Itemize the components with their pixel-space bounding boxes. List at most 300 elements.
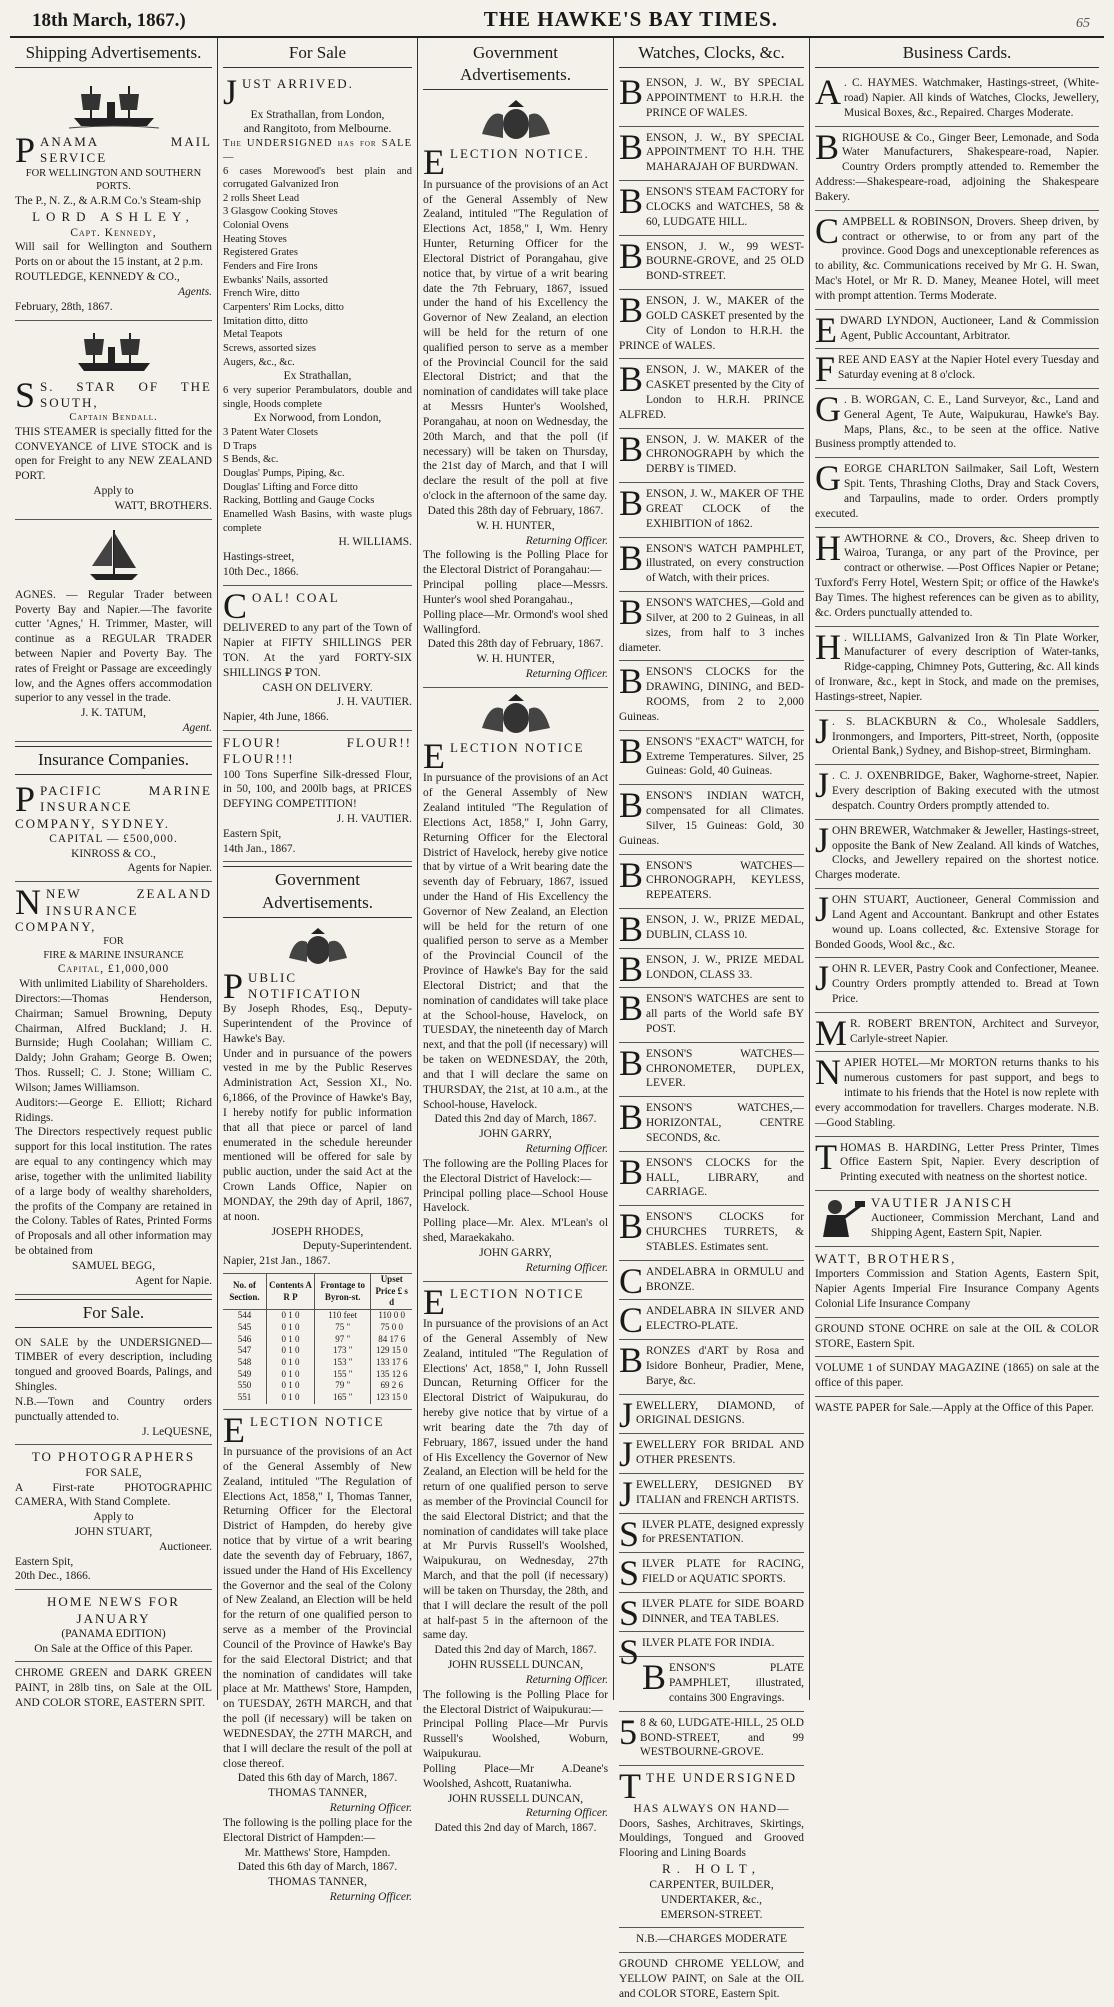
goods-item: 3 Patent Water Closets	[223, 427, 318, 439]
drop-capital: S	[619, 1592, 640, 1633]
table-row	[223, 1334, 412, 1346]
table-cell: 0 1 0	[267, 1380, 315, 1392]
ad-star-of-south: S S. STAR OF THE SOUTH, Captain Bendall. THIS STEAMER is specially fitted for the CONVEYANCE of LIVE STOCK and is open for Freight to any NEW ZEALAND PORT. Apply to WATT, BROTHERS.	[15, 321, 212, 520]
table-cell: 0 1 0	[267, 1392, 315, 1404]
table-row	[223, 1357, 412, 1369]
table-cell: 549	[237, 1368, 252, 1379]
table-cell: 165 "	[314, 1392, 370, 1404]
ad-body: Under and in pursuance of the powers vested in me by the Public Reserves Administration Act, Session XI., No. 6,1866, of the Province of Hawke's Bay, I hereby notify for public information that all that piece or parcel of land enumerated in the schedule hereunder mentioned will be offered for sale by public auction, under the said Act at the Crown Lands Office, Napier on MONDAY, the 29th day of April, 1867, at noon.	[223, 1047, 412, 1223]
ad-liability: With unlimited Liability of Shareholders.	[19, 978, 208, 991]
auctioneer-woodcut-icon	[815, 1197, 867, 1237]
business-card	[815, 1052, 1099, 1136]
drop-capital: B	[619, 537, 644, 578]
ad-charges-note: N.B.—CHARGES MODERATE	[619, 1928, 804, 1953]
drop-capital: G	[815, 458, 841, 499]
table-cell: 153 "	[314, 1357, 370, 1369]
watch-ad-text: ILVER PLATE, designed expressly for PRESENTATION.	[642, 1518, 804, 1546]
drop-capital: S	[619, 1513, 640, 1554]
drop-capital: B	[619, 592, 644, 633]
watch-ad-text: ENSON'S STEAM FACTORY for CLOCKS and WATCHES, 58 & 60, LUDGATE HILL.	[646, 186, 804, 228]
ad-body: In pursuance of the provisions of an Act of the General Assembly of New Zealand intituled "The Regulation of Elections Act, 1858," I, John Garry, Returning Officer for the Electoral District of Havelock, hereby give notice that by virtue of a Writ bearing date the seventh day of February, 1867, issued under the Hand of His Excellency the Governor of New Zealand, an Election will be held for the return of one qualified person to serve as a Member of the Provincial Council of the Province of Hawke's Bay for the said Electoral District; and that the nomination of candidates will take place at the School-house, Havelock, on TUESDAY, the nineteenth day of March next, and that the poll (if necessary) will be taken on WEDNESDAY, the 20th, and that I will declare the same on THURSDAY, the 21st, at 10 a.m., at the School-house, Havelock.	[423, 772, 608, 1111]
business-card-text: HOMAS B. HARDING, Letter Press Printer, Times Office Eastern Spit, Napier. Every description of Printing executed with neatness on the shortest notice.	[840, 1141, 1099, 1184]
watch-ad-text: ENSON, J. W., PRIZE MEDAL, DUBLIN, CLASS 10.	[646, 914, 804, 941]
table-row	[223, 1369, 412, 1381]
watch-ad	[619, 1474, 804, 1514]
table-row	[223, 1345, 412, 1357]
ad-date: Napier, 21st Jan., 1867.	[223, 1255, 331, 1268]
ad-street: EMERSON-STREET.	[660, 1908, 763, 1921]
polling-place: Principal Polling Place—Mr Purvis Russell's Woolshed, Woburn, Waipukurau.	[423, 1718, 608, 1761]
goods-item: Imitation ditto, ditto	[223, 315, 308, 327]
table-row	[223, 1310, 412, 1322]
drop-capital: E	[815, 309, 837, 350]
ship-name: LORD ASHLEY,	[32, 208, 195, 224]
business-card	[815, 310, 1099, 350]
ad-chrome-green	[15, 1662, 212, 1715]
watch-ad-text: ENSON'S WATCHES—CHRONOGRAPH, KEYLESS, REPEATERS.	[646, 859, 804, 902]
steamship-icon	[74, 329, 154, 377]
newspaper-title: THE HAWKE'S BAY TIMES.	[483, 7, 779, 31]
polling-place: Principal polling place—School House Havelock.	[423, 1187, 608, 1215]
ad-body: CHROME GREEN and DARK GREEN PAINT, in 28lb tins, on Sale at the OIL AND COLOR STORE, EASTERN SPIT.	[15, 1667, 212, 1710]
section-heading-for-sale: For Sale.	[15, 1299, 212, 1328]
ad-title: OAL! COAL	[252, 589, 340, 605]
drop-capital: B	[619, 909, 644, 950]
ad-pacific-marine: PPACIFIC MARINE INSURANCE COMPANY, SYDNEY. CAPITAL — £500,000. KINROSS & CO., Agents for Napier.	[15, 779, 212, 882]
sailing-cutter-icon	[84, 528, 144, 586]
drop-capital: J	[815, 765, 830, 806]
drop-capital: J	[619, 1473, 634, 1514]
ad-body: The Directors respectively request public support for this local institution. The rates are equal to any contingency which may arise, together with the unlimited liability of a large body of wealthy shareholders, the profits of the Company are retained in the Colony. Tables of Rates, Printed Forms of Proposals and all other information may be obtained from	[15, 1126, 212, 1258]
business-card	[815, 1137, 1099, 1191]
royal-crest-icon	[283, 928, 353, 968]
watch-ad	[619, 538, 804, 592]
business-card-text: . B. WORGAN, C. E., Land Surveyor, &c., Land and General Agent, Te Aute, Waipukurau, Hawke's Bay. Maps, Plans, &c., to be seen at the office. Native Business promptly attended to.	[815, 394, 1099, 451]
watch-ad	[619, 1097, 804, 1151]
ad-body: Will sail for Wellington and Southern Ports on or about the 15 instant, at 2 p.m.	[15, 241, 212, 269]
watch-ad-text: EWELLERY FOR BRIDAL AND OTHER PRESENTS.	[636, 1439, 804, 1467]
ad-role: Returning Officer.	[525, 534, 608, 547]
goods-item: Douglas' Pumps, Piping, &c.	[223, 468, 345, 480]
ad-timber	[15, 1332, 212, 1446]
drop-capital: T	[815, 1136, 837, 1177]
ad-role: Returning Officer.	[329, 1802, 412, 1815]
ad-date: Dated this 2nd day of March, 1867.	[434, 1113, 597, 1126]
business-card	[815, 349, 1099, 389]
ad-body: 100 Tons Superfine Silk-dressed Flour, in 50, 100, and 200lb bags, at PRICES DEFYING COMPETITION!	[223, 768, 412, 811]
drop-capital: B	[815, 126, 840, 167]
goods-item: Metal Teapots	[223, 329, 283, 341]
watch-ad	[619, 1300, 804, 1340]
watch-ad-text: ENSON'S CLOCKS for the DRAWING, DINING, and BED-ROOMS, from 2 to 2,000 Guineas.	[619, 666, 804, 723]
drop-capital: B	[619, 948, 644, 989]
business-card-text: . WILLIAMS, Galvanized Iron & Tin Plate Worker, Manufacturer of every description of Water-tanks, Ridge-capping, Chimney Pots, Guttering, &c. All kinds of Ironware, &c., kept in Stock, and made on the premises, Hastings-street, Napier.	[815, 631, 1099, 703]
watch-ad	[619, 1593, 804, 1633]
drop-capital: B	[619, 428, 644, 469]
ad-lead: The UNDERSIGNED has for SALE—	[223, 138, 412, 163]
goods-item: Douglas' Lifting and Force ditto	[223, 481, 358, 493]
business-card	[815, 458, 1099, 527]
goods-item: Registered Grates	[223, 247, 298, 259]
polling-place: Polling Place—Mr A.Deane's Woolshed, Ashcott, Ruataniwha.	[423, 1762, 608, 1790]
ad-body: AGNES. — Regular Trader between Poverty Bay and Napier.—The favorite cutter 'Agnes,' H. Trimmer, Master, will continue as a REGULAR TRADER between Napier and Poverty Bay. The rates of Freight or Passage are exceedingly low, and the Agnes offers accommodation superior to any vessel in the trade.	[15, 588, 212, 705]
ad-subtitle: FIRE & MARINE INSURANCE	[43, 949, 184, 961]
drop-capital: B	[619, 1151, 644, 1192]
business-card-text: . C. HAYMES. Watchmaker, Hastings-street, (White-road) Napier. All kinds of Watches, Clocks, Jewellery, Musical Boxes, &c., Repaired. Charges Moderate.	[844, 77, 1099, 119]
drop-capital: G	[815, 389, 841, 429]
watch-ad-text: EWELLERY, DESIGNED BY ITALIAN and FRENCH ARTISTS.	[636, 1478, 804, 1506]
section-heading-for-sale: For Sale	[223, 40, 412, 68]
table-cell: 0 1 0	[267, 1345, 315, 1357]
drop-capital: H	[815, 527, 841, 568]
ad-byline: By Joseph Rhodes, Esq., Deputy-Superintendent of the Province of Hawke's Bay.	[223, 1003, 412, 1045]
drop-capital: B	[619, 730, 644, 771]
watch-ad	[619, 909, 804, 949]
watch-ad	[619, 1261, 804, 1301]
section-heading-insurance: Insurance Companies.	[15, 746, 212, 775]
ad-home-news	[15, 1590, 212, 1662]
table-cell: 110 0 0	[371, 1310, 412, 1322]
business-card-text: AWTHORNE & CO., Drovers, &c. Sheep driven to Wairoa, Turanga, or any part of the Province, per contract or otherwise. —Post Offices Napier or Petane; Tuxford's Ferry Hotel, Western Spit; or office of the Hawke's Bay Times. The highest references can be given as to ability, &c. Orders punctually attended to.	[815, 532, 1099, 619]
agents-name: KINROSS & CO.,	[71, 847, 156, 860]
arrival-from: Ex Strathallan, from London,	[250, 108, 385, 121]
drop-capital: B	[619, 235, 644, 276]
business-card	[815, 958, 1099, 1012]
ad-date: Dated this 6th day of March, 1867.	[237, 1772, 398, 1785]
table-cell: 0 1 0	[267, 1334, 315, 1346]
ad-just-arrived: JUST ARRIVED. Ex Strathallan, from London, and Rangitoto, from Melbourne. The UNDERSIGNED has for SALE— 6 cases Morewood's best plain and corrugated Galvanized Iron 2 rolls Sheet Lead 3 Glasgow Cooking Stoves Colonial Ovens Heating Stoves Registered Grates Fenders and Fire Irons Ewbanks' Nails, assorted French Wire, ditto Carpenters' Rim Locks, ditto Imitation ditto, ditto Metal Teapots Screws, assorted sizes Augers, &c., &c. Ex Strathallan, 6 very superior Perambulators, double and single, Hoods complete Ex Norwood, from London, 3 Patent Water Closets D Traps S Bends, &c. Douglas' Pumps, Piping, &c. Douglas' Lifting and Force ditto Racking, Bottling and Gauge Cocks Enamelled Wash Basins, with waste plugs complete H. WILLIAMS. Hastings-street, 10th Dec., 1866.	[223, 72, 412, 586]
ad-role: Returning Officer.	[525, 1807, 608, 1820]
goods-item: 2 rolls Sheet Lead	[223, 192, 300, 204]
drop-capital: B	[619, 483, 644, 524]
drop-capital: 5	[619, 1711, 637, 1752]
royal-crest-icon	[476, 100, 556, 144]
ad-title: LECTION NOTICE	[450, 1285, 585, 1301]
business-card-text: OHN R. LEVER, Pastry Cook and Confectioner, Meanee. Country Orders promptly attended to. Bread at Town Price.	[832, 963, 1099, 1005]
business-card	[815, 528, 1099, 627]
watch-ad-text: ENSON'S CLOCKS for the HALL, LIBRARY, and CARRIAGE.	[646, 1156, 804, 1199]
drop-capital: C	[619, 1300, 644, 1341]
card-name: WATT, BROTHERS,	[815, 1251, 957, 1266]
ad-title: HOME NEWS FOR JANUARY	[47, 1594, 180, 1626]
drop-capital: B	[619, 785, 644, 826]
ad-date: Napier, 4th June, 1866.	[223, 711, 329, 724]
drop-capital: N	[815, 1052, 841, 1093]
agent-name: SAMUEL BEGG,	[71, 1259, 156, 1272]
business-card	[815, 711, 1099, 765]
page-folio: 65	[1075, 16, 1090, 31]
table-cell: 123 15 0	[371, 1392, 412, 1404]
business-card-text: EORGE CHARLTON Sailmaker, Sail Loft, Western Spit. Tents, Thrashing Cloths, Dray and Stack Covers, and Tarpaulins, made to order. Orders promptly executed.	[815, 463, 1099, 520]
issue-date: 18th March, 1867.)	[32, 10, 186, 31]
ad-nz-insurance: NNEW ZEALAND INSURANCE COMPANY, FOR FIRE & MARINE INSURANCE Capital, £1,000,000 With unlimited Liability of Shareholders. Directors:—Thomas Henderson, Chairman; Samuel Browning, Deputy Chairman, Alfred Buckland; J. H. Burnside; Hugh Coolahan; William C. Daldy; John Graham; George B. Owen; Thos. Russell; C. J. Stone; William C. Wilson; James Williamson. Auditors:—George E. Elliott; Richard Ridings. The Directors respectively request public support for this local institution. The rates are equal to any contingency which may arise, together with the unlimited liability of a large body of wealthy shareholders, the profits of the Company are retained in the Colony. Tables of Rates, Printed Forms of Proposals and all other information may be obtained from SAMUEL BEGG, Agent for Napie.	[15, 882, 212, 1294]
ad-ground-chrome: GROUND CHROME YELLOW, and YELLOW PAINT, on Sale at the OIL and COLOR STORE, Eastern Spit.	[619, 1958, 804, 2000]
goods-item: Carpenters' Rim Locks, ditto	[223, 301, 344, 313]
business-card	[815, 820, 1099, 889]
table-cell: 0 1 0	[267, 1310, 315, 1322]
ad-subtitle: (PANAMA EDITION)	[61, 1627, 166, 1640]
goods-item: Enamelled Wash Basins, with waste plugs complete	[223, 508, 412, 534]
arrival-from: Ex Norwood, from London,	[253, 412, 382, 425]
drop-capital: J	[815, 958, 830, 999]
ad-subtitle: FOR WELLINGTON AND SOUTHERN PORTS.	[25, 167, 202, 193]
drop-capital: S	[619, 1632, 640, 1673]
table-cell: 69 2 6	[371, 1380, 412, 1392]
watch-ad	[619, 181, 804, 235]
agents-role: Agents.	[178, 285, 212, 298]
watch-ad	[619, 661, 804, 730]
watch-ad	[619, 127, 804, 181]
polling-place: Polling place—Mr. Alex. M'Lean's ol shed, Maraekakaho.	[423, 1217, 608, 1245]
goods-item: 6 cases Morewood's best plain and corrugated Galvanized Iron	[223, 165, 412, 191]
agents-role: Agents for Napier.	[127, 862, 212, 875]
goods-item: Heating Stoves	[223, 233, 287, 245]
watch-ad	[619, 1340, 804, 1394]
business-card	[815, 72, 1099, 126]
watch-ad-text: 8 & 60, LUDGATE-HILL, 25 OLD BOND-STREET, and 99 WESTBOURNE-GROVE.	[640, 1716, 804, 1759]
watch-ad	[619, 236, 804, 290]
masthead	[10, 0, 1104, 38]
watch-ad	[619, 1712, 804, 1766]
ad-vautier-janisch	[815, 1191, 1099, 1247]
ad-auditors: Auditors:—George E. Elliott; Richard Ridings.	[15, 1096, 212, 1124]
ad-waste-paper: WASTE PAPER for Sale.—Apply at the Office of this Paper.	[815, 1402, 1094, 1415]
polling-place: Mr. Matthews' Store, Hampden.	[244, 1846, 391, 1859]
table-cell: 75 0 0	[371, 1322, 412, 1334]
ad-role: Returning Officer.	[525, 668, 608, 681]
table-row	[223, 1380, 412, 1392]
business-card-text: AMPBELL & ROBINSON, Drovers. Sheep driven, by contract or otherwise, to or from any part of the province. Good Dogs and unexceptionable references as to ability, &c. Communications received by Mr G. H. Swan, Mac's Hotel, or Mr R. D. Maney, Meanee Hotel, will meet with prompt attention. Terms Moderate.	[815, 215, 1099, 302]
watch-ad	[619, 1043, 804, 1097]
drop-capital: B	[619, 1097, 644, 1138]
section-heading-shipping: Shipping Advertisements.	[15, 40, 212, 68]
section-heading-watches: Watches, Clocks, &c.	[619, 40, 804, 68]
column-shipping	[10, 38, 218, 1710]
ad-panama-mail: PANAMA MAIL SERVICE FOR WELLINGTON AND SOUTHERN PORTS. The P., N. Z., & A.R.M Co.'s Steam-ship LORD ASHLEY, Capt. Kennedy, Will sail for Wellington and Southern Ports on or about the 15 instant, at 2 p.m. ROUTLEDGE, KENNEDY & CO., Agents. February, 28th, 1867.	[15, 72, 212, 320]
card-body: Importers Commission and Station Agents, Eastern Spit, Napier Agents Imperial Fire Insurance Company Agents Colonial Life Insurance Company	[815, 1268, 1099, 1310]
polling-place: Polling place—Mr. Ormond's wool shed Wallingford.	[423, 608, 608, 636]
apply-to: Apply to	[93, 1511, 134, 1524]
ad-role: CARPENTER, BUILDER, UNDERTAKER, &c.,	[649, 1879, 774, 1906]
table-cell: 0 1 0	[267, 1322, 315, 1334]
ad-election-hampden: ELECTION NOTICE In pursuance of the provisions of an Act of the General Assembly of New Zealand, intituled "The Regulation of Elections Act, 1858," I, Thomas Tanner, Returning Officer for the Electoral District of Hampden, do hereby give notice that by virtue of a writ bearing date the seventh day of February, 1867, issued under the Hand of His Excellency the Governor and the seal of the Colony of New Zealand, an Election will be held for the return of one qualified person to serve as a member of the Provincial Council of the Province of Hawke's Bay for the said Electoral District; and that the nomination of candidates will take place at Mr. Matthews' Store, Hampden, on TUESDAY, 26TH MARCH, and that the poll (if necessary) will be taken on WEDNESDAY, the 27TH MARCH, and that I will declare the result of the poll at close thereof. Dated this 6th day of March, 1867. THOMAS TANNER, Returning Officer. The following is the polling place for the Electoral District of Hampden:— Mr. Matthews' Store, Hampden. Dated this 6th day of March, 1867. THOMAS TANNER, Returning Officer.	[223, 1409, 412, 1903]
ad-title: PACIFIC MARINE INSURANCE COMPANY, SYDNEY.	[15, 783, 212, 831]
ad-public-notification: PUBLIC NOTIFICATION By Joseph Rhodes, Esq., Deputy-Superintendent of the Province of Hawke's Bay. Under and in pursuance of the powers vested in me by the Public Reserves Administration Act, Session XI., No. 6,1866, of the Province of Hawke's Bay, I hereby notify for public information that all that piece or parcel of land enumerated in the schedule hereunder mentioned will be offered for sale by public auction, under the said Act at the Crown Lands Office, Napier on MONDAY, the 29th day of April, 1867, at noon. JOSEPH RHODES, Deputy-Superintendent. Napier, 21st Jan., 1867. No. of Section. Contents A R P Frontage to Byron-st. Upset Price £ s d 544 0 1 0 110 feet 110 0 0 545 0 1 0 75 " 75 0 0 546 0 1 0 97 " 84 17 6 547 0 1 0 173 " 129 15 0 548 0 1 0 153 " 133 17 6 549 0 1 0 155 " 135 12 6 550 0 1 0 79 " 69 2 6 551 0 1 0 165 " 123 15 0	[223, 922, 412, 1410]
ad-body: On Sale at the Office of this Paper.	[34, 1642, 193, 1655]
drop-capital: B	[619, 72, 644, 113]
table-header: No. of Section.	[229, 1279, 260, 1302]
section-heading-business-cards: Business Cards.	[815, 40, 1099, 68]
drop-capital: S	[619, 1553, 640, 1594]
ad-date: Dated this 28th day of February, 1867.	[427, 638, 604, 651]
watch-ad-text: ILVER PLATE for RACING, FIELD or AQUATIC SPORTS.	[642, 1558, 804, 1585]
watch-ad-text: ILVER PLATE FOR INDIA.	[642, 1637, 775, 1650]
business-card-text: DWARD LYNDON, Auctioneer, Land & Commission Agent, Public Accountant, Arbitrator.	[840, 314, 1099, 342]
ad-signature: H. WILLIAMS.	[338, 536, 412, 549]
goods-item: 6 very superior Perambulators, double and single, Hoods complete	[223, 384, 412, 410]
ad-title: THE UNDERSIGNED	[646, 1770, 797, 1786]
ad-place: Hastings-street,	[223, 551, 295, 564]
agents-name: ROUTLEDGE, KENNEDY & CO.,	[15, 271, 180, 284]
watch-ad-text: ENSON, J. W., MAKER of the CASKET presented by the City of London to H.R.H. PRINCE ALFRED.	[619, 364, 804, 421]
drop-capital: B	[619, 181, 644, 222]
table-cell: 135 12 6	[371, 1369, 412, 1381]
drop-capital: F	[815, 349, 836, 390]
drop-capital: C	[619, 1260, 644, 1301]
drop-capital: B	[619, 126, 644, 167]
ad-title: UBLIC NOTIFICATION	[248, 969, 363, 1001]
goods-item: S Bends, &c.	[223, 454, 279, 466]
land-schedule-table	[223, 1273, 412, 1404]
drop-capital: A	[815, 72, 841, 113]
watch-ad-text: ENSON, J. W., 99 WEST-BOURNE-GROVE, and 25 OLD BOND-STREET.	[646, 240, 804, 283]
agent-role: Auctioneer.	[159, 1540, 212, 1553]
column-watches	[614, 38, 810, 2000]
watch-ad	[619, 1553, 804, 1593]
watch-ad	[619, 855, 804, 909]
drop-capital: B	[619, 1340, 644, 1381]
ad-body: The following are the Polling Places for the Electoral District of Havelock:—	[423, 1157, 608, 1185]
ad-signature: JOSEPH RHODES,	[271, 1225, 364, 1238]
watch-ad	[619, 1434, 804, 1474]
business-card	[815, 127, 1099, 211]
section-heading-government: Government Advertisements.	[423, 40, 608, 90]
table-row	[223, 1392, 412, 1404]
watch-ad	[619, 592, 804, 661]
drop-capital: J	[619, 1434, 634, 1475]
table-cell: 84 17 6	[371, 1334, 412, 1346]
ad-signature: J. H. VAUTIER.	[336, 696, 412, 709]
column-for-sale	[218, 38, 418, 1903]
watch-ad-text: ENSON, J. W. MAKER of the CHRONOGRAPH by which the DERBY is TIMED.	[646, 433, 804, 476]
table-cell: 129 15 0	[371, 1345, 412, 1357]
goods-item: Ewbanks' Nails, assorted	[223, 274, 328, 286]
column-government	[418, 38, 614, 1835]
ad-body: In pursuance of the provisions of an Act of the General Assembly of New Zealand, intituled "The Regulation of Elections Act, 1858," I, Wm. Henry Hunter, Returning Officer for the Electoral District of Porangahau, give notice that, by virtue of a writ bearing date the 7th February, 1867, issued under the hand of his Excellency the Governor of New Zealand, an election will be held for the return of one qualified person to serve as a member of the Provincial Council for the said Electoral District; and that the nomination of candidates will take place at Messrs Hunter's Woolshed, Porangahau, at noon on Wednesday, the 20th March, and that the poll (if necessary) will be taken on Thursday, the 21st day of March, and that I will declare the result of the poll at five o'clock in the afternoon of the same day.	[423, 178, 608, 503]
ad-body: The following is the Polling Place for the Electoral District of Waipukurau:—	[423, 1688, 608, 1716]
ad-holt: TTHE UNDERSIGNED HAS ALWAYS ON HAND— Doors, Sashes, Architraves, Skirtings, Mouldings, Tongued and Grooved Flooring and Lining Boards R. HOLT, CARPENTER, BUILDER, UNDERTAKER, &c., EMERSON-STREET.	[619, 1766, 804, 1928]
ad-body: In pursuance of the provisions of an Act of the General Assembly of New Zealand, intituled "The Regulation of Elections' Act, 1858," I, John Russell Duncan, Returning Officer for the Electoral District of Waipukurau, do hereby give notice that by virtue of a writ bearing date the 7th day of February, 1867, issued under the hand of His Excellency the Governor of New Zealand, an Election will be held for the return of one qualified person to serve as member of the Provincial Council for the said Electoral District; and that the nomination of candidates will take place at Mr Purvis Russell's Woolshed, Waipukurau, on Wednesday, 27th March, and that the poll (if necessary) will be taken on Thursday, the 28th, and that I will declare the result of the poll at half-past 5 in the afternoon of the same day.	[423, 1318, 608, 1642]
ad-coal: COAL! COAL DELIVERED to any part of the Town of Napier at FIFTY SHILLINGS PER TON. At the yard FORTY-SIX SHILLINGS ₽ TON. CASH ON DELIVERY. J. H. VAUTIER. Napier, 4th June, 1866.	[223, 586, 412, 731]
business-card-text: REE AND EASY at the Napier Hotel every Tuesday and Saturday evening at 8 o'clock.	[838, 354, 1099, 382]
ad-signature: JOHN GARRY,	[479, 1128, 552, 1141]
arrival-from: and Rangitoto, from Melbourne.	[243, 123, 392, 136]
table-cell: 546	[237, 1333, 252, 1344]
table-cell: 79 "	[314, 1380, 370, 1392]
goods-list	[223, 165, 412, 370]
watch-ad-text: ENSON, J. W., MAKER of the GOLD CASKET presented by the City of London to H.R.H. the PRINCE of WALES.	[619, 295, 804, 352]
business-card-text: . S. BLACKBURN & Co., Wholesale Saddlers, Ironmongers, and Importers, Pitt-street, North, (opposite Oriental Bank,) Sydney, and Bishop-street, Birmingham.	[832, 715, 1099, 758]
table-cell: 0 1 0	[267, 1357, 315, 1369]
watch-ad-text: ENSON'S WATCH PAMPHLET, illustrated, on every construction of Watch, with their prices.	[646, 542, 804, 585]
ad-agnes	[15, 520, 212, 742]
ad-title: UST ARRIVED.	[242, 76, 354, 92]
drop-capital: M	[815, 1012, 848, 1053]
drop-capital: B	[619, 359, 644, 400]
watch-ad	[619, 290, 804, 359]
drop-capital: J	[619, 1394, 634, 1435]
ad-date: 20th Dec., 1866.	[15, 1570, 91, 1583]
ad-title: NEW ZEALAND INSURANCE COMPANY,	[15, 886, 212, 934]
ad-election-havelock: ELECTION NOTICE In pursuance of the provisions of an Act of the General Assembly of New Zealand intituled "The Regulation of Elections Act, 1858," I, John Garry, Returning Officer for the Electoral District of Havelock, hereby give notice that by virtue of a Writ bearing date the seventh day of February, 1867, issued under the Hand of His Excellency the Governor of New Zealand, an Election will be held for the return of one qualified person to serve as a Member of the Provincial Council of the Province of Hawke's Bay for the said Electoral District; and that the nomination of candidates will take place at the School-house, Havelock, on TUESDAY, the nineteenth day of March next, and that the poll (if necessary) will be taken on WEDNESDAY, the 20th, and that I will declare the same on THURSDAY, the 21st, at 10 a.m., at the School-house, Havelock. Dated this 2nd day of March, 1867. JOHN GARRY, Returning Officer. The following are the Polling Places for the Electoral District of Havelock:— Principal polling place—School House Havelock. Polling place—Mr. Alex. M'Lean's ol shed, Maraekakaho. JOHN GARRY, Returning Officer.	[423, 688, 608, 1282]
ad-date: Dated this 6th day of March, 1867.	[237, 1861, 398, 1874]
business-card-text: RIGHOUSE & Co., Ginger Beer, Lemonade, and Soda Water Manufacturers, Shakespeare-road, Napier. Country Orders promptly attended to. Remember the Address:—Shakespeare-road, adjoining the Shakespeare Bakery.	[815, 131, 1099, 203]
ad-date: Dated this 2nd day of March, 1867.	[434, 1822, 597, 1835]
ad-election-porangahau: ELECTION NOTICE. In pursuance of the provisions of an Act of the General Assembly of New Zealand, intituled "The Regulation of Elections Act, 1858," I, Wm. Henry Hunter, Returning Officer for the Electoral District of Porangahau, give notice that, by virtue of a writ bearing date the 7th February, 1867, issued under the hand of his Excellency the Governor of New Zealand, an election will be held for the return of one qualified person to serve as a member of the Provincial Council for the said Electoral District; and that the nomination of candidates will take place at Messrs Hunter's Woolshed, Porangahau, at noon on Wednesday, the 20th March, and that the poll (if necessary) will be taken on Thursday, the 21st day of March, and that I will declare the result of the poll at five o'clock in the afternoon of the same day. Dated this 28th day of February, 1867. W. H. HUNTER, Returning Officer. The following is the Polling Place for the Electoral District of Porangahau:— Principal polling place—Messrs. Hunter's wool shed Porangahau., Polling place—Mr. Ormond's wool shed Wallingford. Dated this 28th day of February, 1867. W. H. HUNTER, Returning Officer.	[423, 94, 608, 688]
ad-body: The P., N. Z., & A.R.M Co.'s Steam-ship	[15, 194, 201, 207]
drop-capital: B	[642, 1657, 667, 1698]
ad-signature: JOHN RUSSELL DUNCAN,	[447, 1659, 584, 1672]
watch-ad	[619, 731, 804, 785]
ad-role: Returning Officer.	[329, 1891, 412, 1903]
steamship-icon	[69, 80, 159, 132]
ad-signature: THOMAS TANNER,	[268, 1787, 367, 1800]
table-header: Frontage to Byron-st.	[314, 1274, 370, 1310]
watch-ad	[619, 988, 804, 1042]
table-cell: 155 "	[314, 1369, 370, 1381]
ad-signature: R. HOLT,	[662, 1861, 761, 1877]
ad-title: LECTION NOTICE.	[450, 146, 590, 162]
watch-ad-text: RONZES d'ART by Rosa and Isidore Bonheur, Pradier, Mene, Barye, &c.	[646, 1345, 804, 1387]
ad-signature: J. H. VAUTIER.	[336, 813, 412, 825]
ad-date: 10th Dec., 1866.	[223, 565, 299, 578]
business-card-text: OHN STUART, Auctioneer, General Commission and Land Agent and Accountant. Bankrupt and other Estates wound up. Loans collected, &c. Extensive Storage for Bonded Goods, Wool &c., &c.	[815, 894, 1099, 951]
watch-ad	[619, 429, 804, 483]
watch-ad	[619, 72, 804, 126]
ad-body: DELIVERED to any part of the Town of Napier at FIFTY SHILLINGS PER TON. At the yard FORTY-SIX SHILLINGS ₽ TON.	[223, 622, 412, 679]
drop-capital: C	[815, 210, 840, 251]
business-card	[815, 627, 1099, 711]
watch-ad	[619, 1152, 804, 1206]
watch-ad-text: ANDELABRA in ORMULU and BRONZE.	[646, 1265, 804, 1293]
business-cards-list	[815, 72, 1099, 1191]
watch-ad-text: ENSON, J. W., BY SPECIAL APPOINTMENT to H.R.H. the PRINCE OF WALES.	[646, 77, 804, 119]
ad-date: Dated this 28th day of February, 1867.	[427, 504, 604, 517]
drop-capital: J	[815, 710, 830, 751]
ad-note: N.B.—Town and Country orders punctually attended to.	[15, 1395, 212, 1423]
watch-ad-text: EWELLERY, DIAMOND, of ORIGINAL DESIGNS.	[636, 1399, 804, 1427]
ad-title: S. STAR OF THE SOUTH,	[40, 378, 212, 410]
columns	[10, 38, 1104, 2000]
goods-item: Racking, Bottling and Gauge Cocks	[223, 495, 375, 507]
table-cell: 173 "	[314, 1345, 370, 1357]
table-cell: 545	[237, 1321, 252, 1332]
watch-ad-text: ENSON'S INDIAN WATCH, compensated for all Climates. Silver, 15 Guineas: Gold, 30 Guineas.	[619, 790, 804, 847]
table-cell: 75 "	[314, 1322, 370, 1334]
watch-ad-text: ENSON, J. W., PRIZE MEDAL LONDON, CLASS 33.	[646, 953, 804, 981]
watch-ad	[619, 1206, 804, 1260]
ad-capital: Capital, £1,000,000	[57, 963, 170, 976]
business-card	[815, 765, 1099, 819]
ad-directors: Directors:—Thomas Henderson, Chairman; Samuel Browning, Deputy Chairman, Alfred Buckland; J. H. Burnside; Hugh Coolahan; William C. Daldy; John Graham; George B. Owen; Thos. Russell; C. J. Stone; William C. Wilson; James Williamson.	[15, 992, 212, 1094]
business-card	[815, 1013, 1099, 1053]
ad-role: Deputy-Superintendent.	[302, 1240, 412, 1253]
watch-ad	[619, 1657, 804, 1711]
ad-stone-ochre: GROUND STONE OCHRE on sale at the OIL & COLOR STORE, Eastern Spit.	[815, 1318, 1099, 1358]
ad-body: Doors, Sashes, Architraves, Skirtings, Mouldings, Tongued and Grooved Flooring and Lining Boards	[619, 1817, 804, 1860]
ad-place: Eastern Spit,	[223, 827, 282, 840]
drop-capital: B	[619, 290, 644, 331]
drop-capital: B	[619, 1206, 644, 1247]
ad-subtitle: FOR SALE,	[85, 1466, 142, 1479]
goods-item: Fenders and Fire Irons	[223, 261, 318, 273]
ad-signature: JOHN GARRY,	[479, 1246, 552, 1259]
ad-body: A First-rate PHOTOGRAPHIC CAMERA, With Stand Complete.	[15, 1481, 212, 1509]
ad-body: ON SALE by the UNDERSIGNED—TIMBER of every description, including tongued and grooved Boards, Palings, and Shingles.	[15, 1336, 212, 1394]
goods-list	[223, 426, 412, 535]
royal-crest-icon	[476, 694, 556, 738]
business-card-text: . C. J. OXENBRIDGE, Baker, Waghorne-street, Napier. Every description of Baking executed with the utmost despatch. Country Orders promptly attended to.	[832, 770, 1099, 812]
